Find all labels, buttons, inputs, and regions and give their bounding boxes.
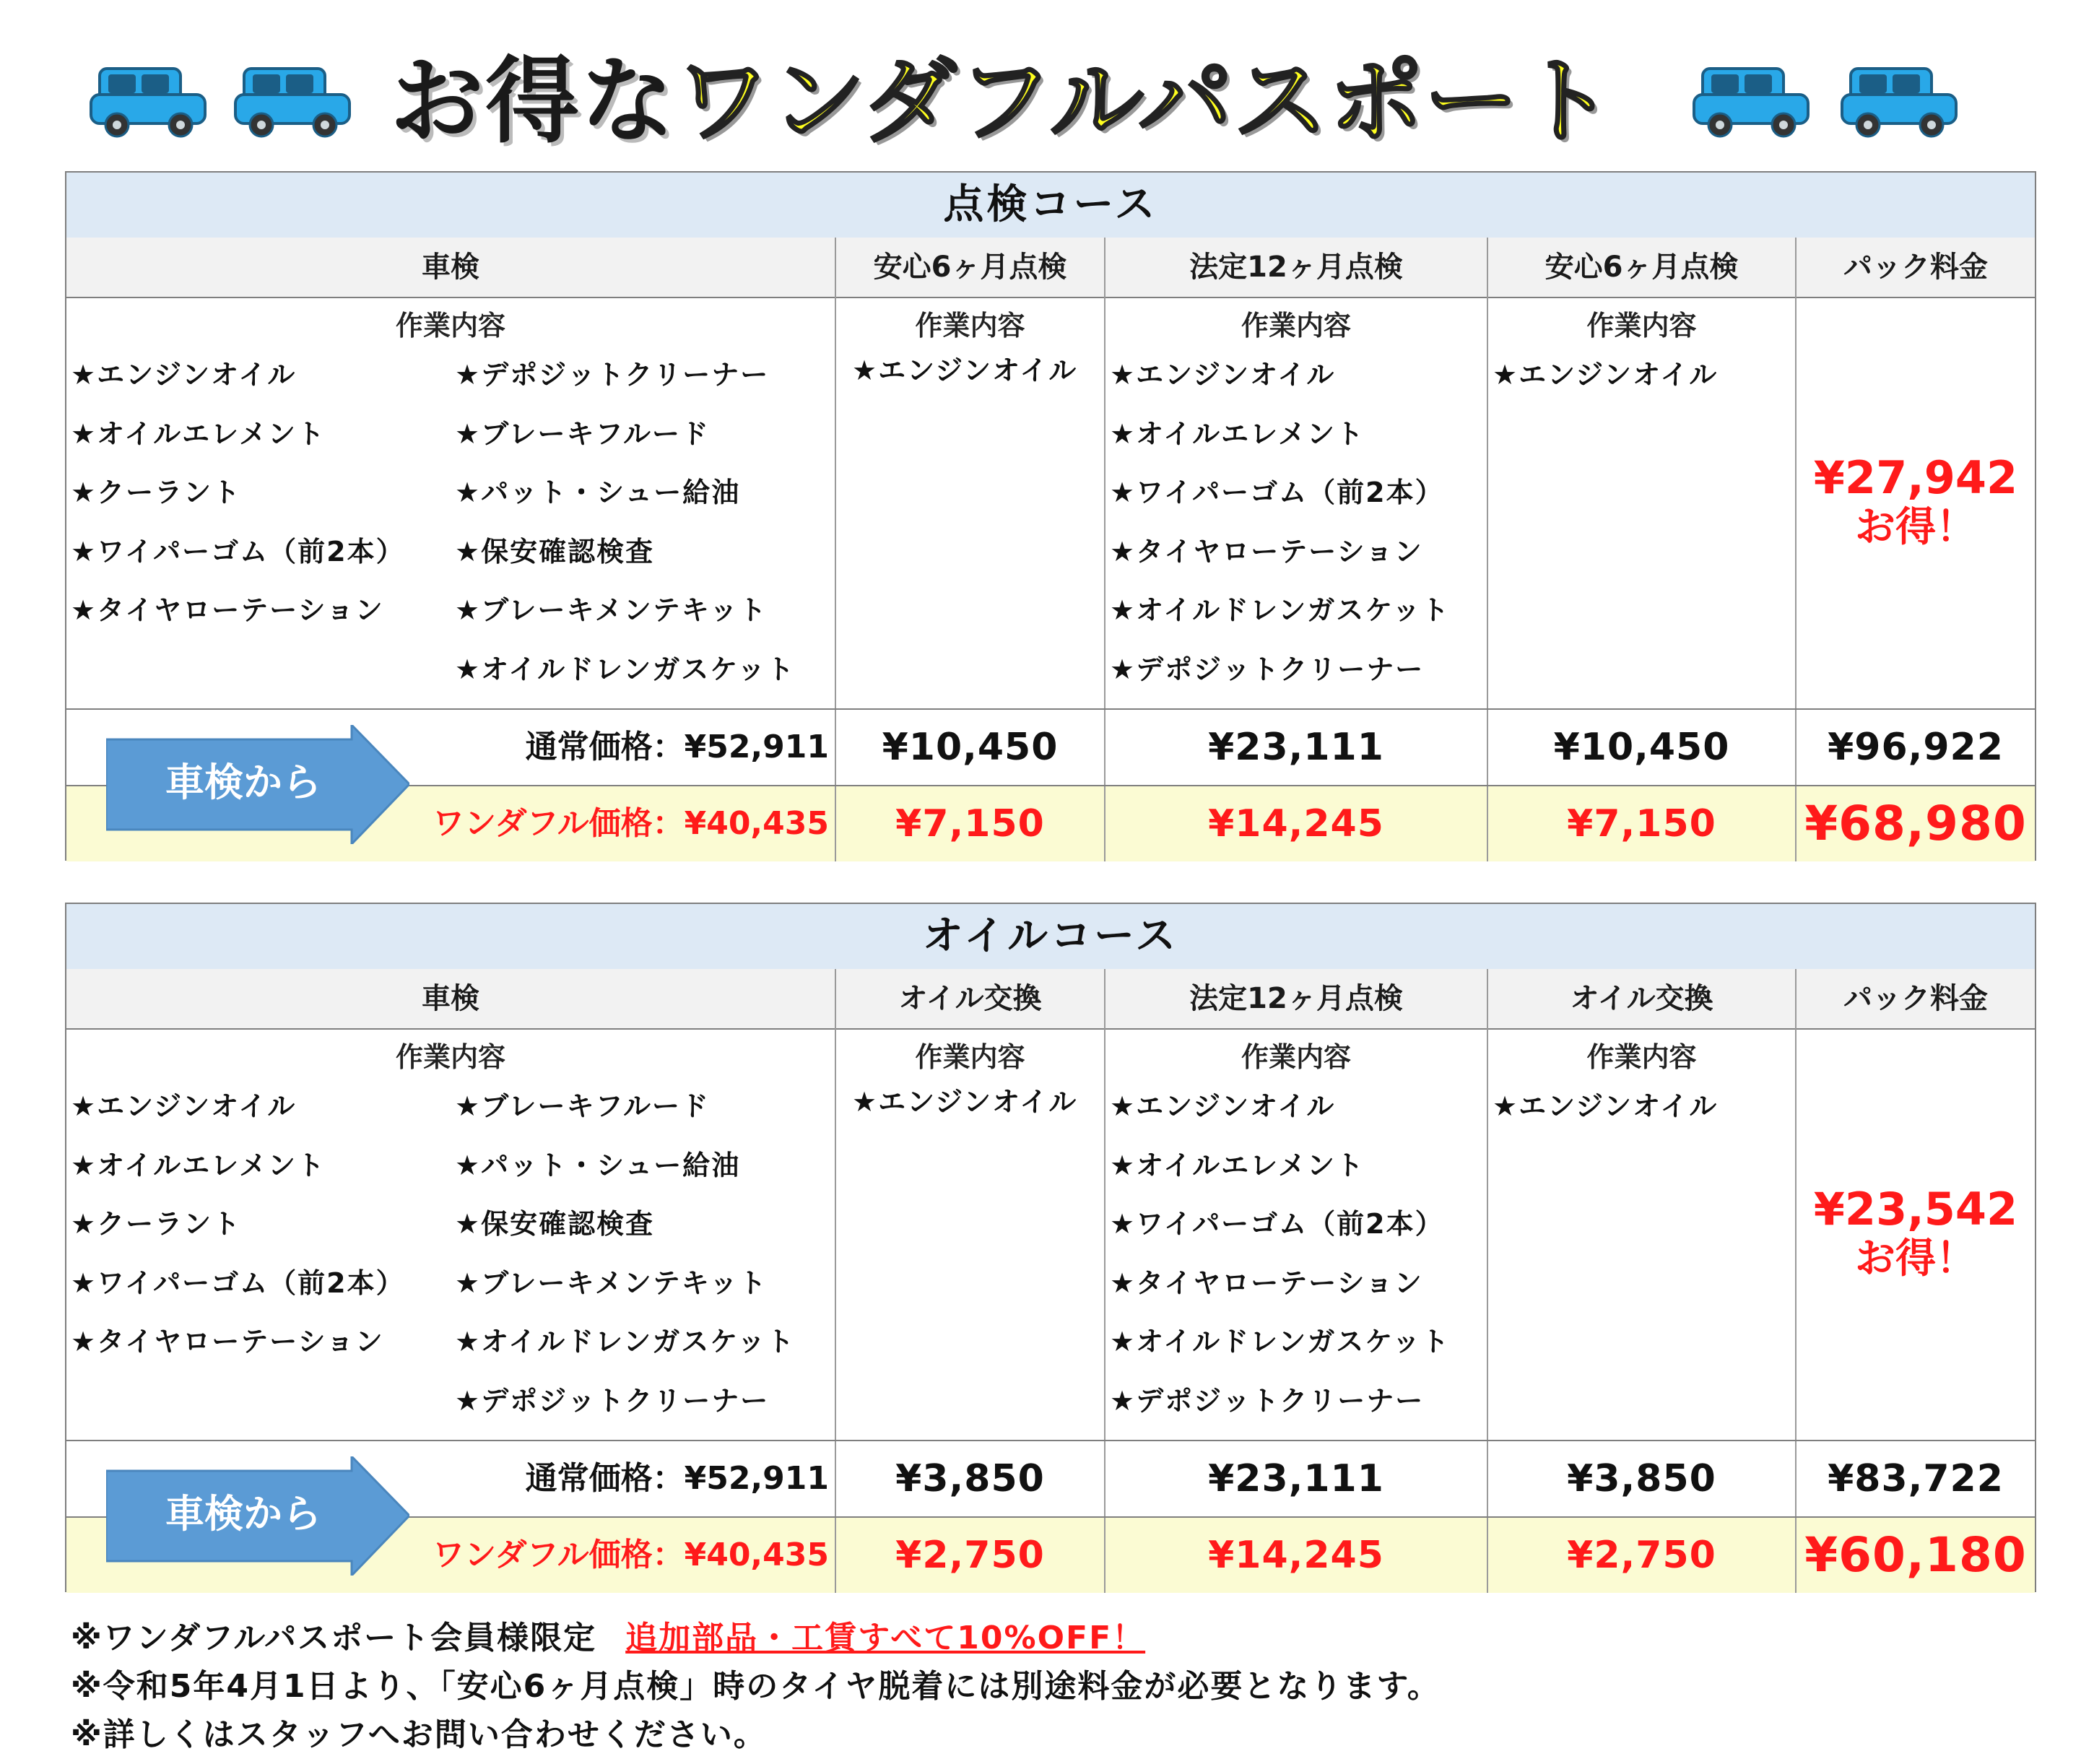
column-header-service-3: 安心6ヶ月点検 [1545, 251, 1739, 284]
column-header-pack-price: パック料金 [1843, 251, 1988, 284]
work-item: ★パット・シュー給油 [455, 1149, 741, 1181]
note-member-only: ※ワンダフルパスポート会員様限定 [71, 1620, 597, 1656]
work-item: ★タイヤローテーション [71, 594, 384, 626]
service-1-work-cell [835, 1028, 1104, 1440]
work-item: ★パット・シュー給油 [455, 477, 741, 508]
work-item: ★保安確認検査 [455, 535, 655, 568]
work-item: ★エンジンオイル [1110, 1090, 1336, 1122]
arrow-label: 車検から [165, 760, 321, 805]
normal-price-label: 通常価格：¥52,911 [525, 729, 829, 765]
work-item: ★オイルドレンガスケット [1110, 1326, 1451, 1357]
work-item: ★オイルエレメント [71, 1149, 326, 1181]
work-item: ★タイヤローテーション [71, 1326, 384, 1357]
course-table-inspection [65, 171, 2036, 861]
work-content-label: 作業内容 [1586, 1041, 1697, 1073]
shaken-work-cell [66, 1028, 835, 1440]
work-content-label: 作業内容 [915, 1041, 1025, 1073]
wonderful-price-value: ¥7,150 [895, 802, 1045, 846]
pack-savings-cell [1795, 297, 2035, 708]
work-item: ★ブレーキフルード [455, 417, 711, 450]
work-item: ★オイルドレンガスケット [1110, 594, 1451, 626]
wonderful-price-value: ¥7,150 [1567, 802, 1716, 846]
footnotes [71, 1614, 2020, 1759]
service-3-work-cell [1487, 1028, 1795, 1440]
service-2-work-cell [1104, 297, 1487, 708]
work-content-label: 作業内容 [395, 310, 505, 342]
service-1-items [852, 1073, 1077, 1132]
title-banner [0, 22, 2094, 159]
work-item: ★オイルドレンガスケット [455, 653, 796, 685]
work-item: ★エンジンオイル [71, 359, 297, 391]
column-header-shaken: 車検 [422, 251, 479, 284]
work-item: ★エンジンオイル [1493, 359, 1719, 391]
column-header-service-2: 法定12ヶ月点検 [1189, 982, 1403, 1015]
work-content-row [66, 1028, 2035, 1440]
service-1-items [852, 342, 1077, 401]
work-content-label: 作業内容 [915, 310, 1025, 342]
wonderful-price-value: ¥14,245 [1208, 802, 1384, 846]
title-part-2: ワンダフルパスポート [676, 46, 1615, 156]
savings-amount: ¥27,942 [1813, 451, 2018, 504]
work-item: ★デポジットクリーナー [455, 1384, 770, 1417]
work-item: ★タイヤローテーション [1110, 535, 1423, 568]
normal-price-value: ¥10,450 [882, 726, 1059, 769]
savings-badge [1797, 1183, 2035, 1283]
normal-pack-price: ¥96,922 [1828, 726, 2004, 769]
column-header-service-3: オイル交換 [1570, 982, 1713, 1015]
normal-price-value: ¥10,450 [1553, 726, 1730, 769]
service-2-work-cell [1104, 1028, 1487, 1440]
pack-savings-cell [1795, 1028, 2035, 1440]
service-2-items [1110, 346, 1450, 699]
work-item: ★エンジンオイル [1493, 1090, 1719, 1122]
service-3-work-cell [1487, 297, 1795, 708]
column-header-service-2: 法定12ヶ月点検 [1189, 251, 1403, 284]
shaken-work-cell [66, 297, 835, 708]
normal-price-value: ¥3,850 [1567, 1457, 1716, 1500]
work-item: ★オイルエレメント [71, 417, 326, 450]
column-header-service-1: オイル交換 [898, 982, 1042, 1015]
shaken-items-left [71, 346, 405, 640]
column-header-service-1: 安心6ヶ月点検 [873, 251, 1067, 284]
column-header-shaken: 車検 [422, 982, 479, 1015]
service-2-items [1110, 1077, 1450, 1430]
normal-price-value: ¥23,111 [1208, 726, 1384, 769]
note-line-2: ※令和5年4月1日より、「安心6ヶ月点検」時のタイヤ脱着には別途料金が必要となります。 [71, 1668, 1441, 1705]
service-3-items [1493, 1077, 1718, 1137]
work-item: ★ワイパーゴム（前2本） [71, 1266, 405, 1299]
wonderful-price-value: ¥2,750 [895, 1534, 1045, 1577]
arrow-right-icon [106, 725, 409, 844]
work-item: ★クーラント [71, 477, 242, 508]
column-headers [66, 969, 2035, 1030]
course-title: オイルコース [66, 904, 2035, 970]
work-item: ★クーラント [71, 1208, 242, 1240]
wonderful-price-label: ワンダフル価格：¥40,435 [433, 1537, 829, 1573]
savings-label: お得！ [1855, 1235, 1976, 1282]
arrow-label: 車検から [165, 1491, 321, 1537]
wonderful-price-value: ¥14,245 [1208, 1534, 1384, 1577]
work-item: ★タイヤローテーション [1110, 1266, 1423, 1299]
work-content-label: 作業内容 [395, 1041, 505, 1073]
service-3-items [1493, 346, 1718, 405]
column-headers [66, 238, 2035, 298]
service-1-work-cell [835, 297, 1104, 708]
car-icon [1690, 61, 1812, 141]
work-item: ★ワイパーゴム（前2本） [1110, 477, 1444, 508]
work-item: ★オイルエレメント [1110, 1149, 1365, 1181]
normal-price-value: ¥3,850 [895, 1457, 1045, 1500]
course-table-oil [65, 903, 2036, 1592]
car-icon [231, 61, 354, 141]
savings-label: お得！ [1855, 504, 1976, 551]
course-title: 点検コース [66, 173, 2035, 239]
note-discount-highlight: 追加部品・工賃すべて10%OFF！ [625, 1620, 1146, 1656]
normal-pack-price: ¥83,722 [1828, 1457, 2004, 1500]
wonderful-pack-price: ¥60,180 [1804, 1527, 2027, 1583]
work-item: ★エンジンオイル [1110, 359, 1336, 391]
shaken-items-right [455, 1077, 795, 1430]
work-item: ★ワイパーゴム（前2本） [71, 535, 405, 568]
work-item: ★保安確認検査 [455, 1208, 655, 1240]
title-part-1: お得な [390, 46, 677, 156]
savings-amount: ¥23,542 [1813, 1183, 2018, 1235]
normal-price-label: 通常価格：¥52,911 [525, 1460, 829, 1497]
work-content-label: 作業内容 [1586, 310, 1697, 342]
car-icon [87, 61, 209, 141]
shaken-items-right [455, 346, 795, 699]
work-item: ★デポジットクリーナー [1110, 653, 1425, 685]
work-content-row [66, 297, 2035, 708]
wonderful-pack-price: ¥68,980 [1804, 796, 2027, 851]
work-item: ★エンジンオイル [852, 1086, 1078, 1118]
work-item: ★ブレーキメンテキット [455, 1266, 768, 1299]
work-item: ★エンジンオイル [852, 355, 1078, 386]
arrow-right-icon [106, 1456, 409, 1576]
work-content-label: 作業内容 [1241, 1041, 1351, 1073]
normal-price-value: ¥23,111 [1208, 1457, 1384, 1500]
car-icon [1838, 61, 1960, 141]
shaken-items-left [71, 1077, 405, 1372]
wonderful-price-label: ワンダフル価格：¥40,435 [433, 805, 829, 842]
work-item: ★エンジンオイル [71, 1090, 297, 1122]
wonderful-price-value: ¥2,750 [1567, 1534, 1716, 1577]
savings-badge [1797, 452, 2035, 552]
page-title [390, 40, 1711, 162]
note-line-1 [71, 1614, 2020, 1662]
note-line-3: ※詳しくはスタッフへお問い合わせください。 [71, 1716, 767, 1753]
work-item: ★ブレーキメンテキット [455, 594, 768, 626]
work-item: ★デポジットクリーナー [455, 359, 770, 391]
work-item: ★ワイパーゴム（前2本） [1110, 1208, 1444, 1240]
work-item: ★オイルエレメント [1110, 417, 1365, 450]
work-item: ★デポジットクリーナー [1110, 1384, 1425, 1417]
work-item: ★ブレーキフルード [455, 1090, 711, 1122]
column-header-pack-price: パック料金 [1843, 982, 1988, 1015]
work-item: ★オイルドレンガスケット [455, 1326, 796, 1357]
work-content-label: 作業内容 [1241, 310, 1351, 342]
